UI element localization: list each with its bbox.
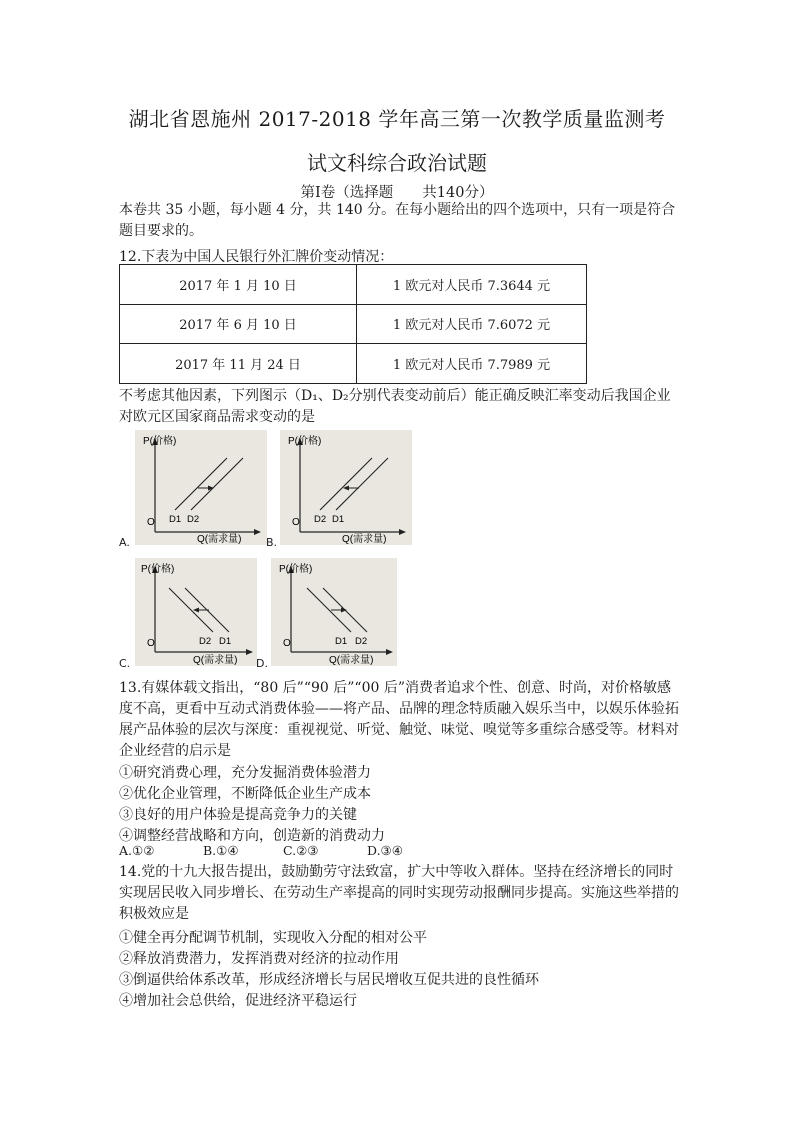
curve-label-second: D2 <box>355 636 368 647</box>
x-axis-label: Q(需求量) <box>197 534 242 545</box>
table-row <box>120 265 587 305</box>
graph-a-svg <box>135 430 267 545</box>
curve-label-second: D1 <box>332 514 345 525</box>
x-axis-label: Q(需求量) <box>193 655 238 666</box>
y-axis-label: P(价格) <box>279 564 313 575</box>
table-row <box>120 304 587 344</box>
demand-curve-second <box>336 458 388 510</box>
arrow-left-icon <box>193 608 199 613</box>
q13-item: ②优化企业管理，不断降低企业生产成本 <box>119 786 371 802</box>
rate-cell: 1 欧元对人民币 7.6072 元 <box>357 304 587 344</box>
curve-label-second: D2 <box>187 514 200 525</box>
exam-title-line1: 湖北省恩施州 2017-2018 学年高三第一次教学质量监测考 <box>128 107 666 131</box>
q13-option-d: D.③④ <box>367 843 403 858</box>
q13-item: ①研究消费心理，充分发掘消费体验潜力 <box>119 765 371 781</box>
graph-c-svg <box>135 558 257 666</box>
q12-stem: 12.下表为中国人民银行外汇牌价变动情况： <box>119 249 394 265</box>
option-c-label: C. <box>119 657 131 670</box>
graph-d <box>271 558 397 666</box>
curve-label-first: D1 <box>169 514 182 525</box>
origin-label: O <box>292 517 300 528</box>
q13-stem: 13.有媒体载文指出，“80 后”“90 后”“00 后”消费者追求个性、创意、时尚，对价格敏感度不高，更看中互动式消费体验——将产品、品牌的理念特质融入娱乐当中，以娱乐体验拓展产品体验的层次与深度：重视视觉、听觉、触觉、味觉、嗅觉等多重综合感受等。材料对企业经营的启示是 <box>119 680 679 759</box>
graph-c <box>135 558 257 666</box>
option-a-label: A. <box>119 536 130 549</box>
origin-label: O <box>147 517 155 528</box>
q13-options <box>119 843 403 858</box>
x-axis-label: Q(需求量) <box>342 534 387 545</box>
y-axis-label: P(价格) <box>141 564 175 575</box>
graph-d-svg <box>271 558 397 666</box>
curve-label-first: D1 <box>335 636 348 647</box>
rate-cell: 1 欧元对人民币 7.3644 元 <box>357 265 587 305</box>
exchange-rate-table <box>119 264 587 384</box>
graph-b-svg <box>280 430 412 545</box>
option-d-label: D. <box>256 657 268 670</box>
y-axis-label: P(价格) <box>143 436 177 447</box>
table-row <box>120 344 587 384</box>
demand-curve-first <box>320 458 372 510</box>
exam-title-line2: 试文科综合政治试题 <box>307 151 487 175</box>
q14-item: ①健全再分配调节机制，实现收入分配的相对公平 <box>119 930 427 946</box>
demand-curve-first <box>175 458 227 510</box>
curve-label-first: D2 <box>199 636 212 647</box>
instructions: 本卷共 35 小题，每小题 4 分，共 140 分。在每小题给出的四个选项中，只有一项是符合题目要求的。 <box>119 202 676 239</box>
date-cell: 2017 年 11 月 24 日 <box>120 344 357 384</box>
section-heading: 第Ⅰ卷（选择题 共140分） <box>300 185 494 201</box>
q14-stem: 14.党的十九大报告提出，鼓励勤劳守法致富，扩大中等收入群体。坚持在经济增长的同时实现居民收入同步增长、在劳动生产率提高的同时实现劳动报酬同步提高。实施这些举措的积极效应是 <box>119 864 679 922</box>
q13-item: ③良好的用户体验是提高竞争力的关键 <box>119 807 357 823</box>
graph-a <box>135 430 267 545</box>
q13-item: ④调整经营战略和方向，创造新的消费动力 <box>119 828 385 844</box>
x-axis-label: Q(需求量) <box>329 655 374 666</box>
q12-question: 不考虑其他因素，下列图示（D₁、D₂分别代表变动前后）能正确反映汇率变动后我国企业对欧元区国家商品需求变动的是 <box>119 388 671 425</box>
q13-option-b: B.①④ <box>203 843 239 858</box>
origin-label: O <box>147 638 155 649</box>
option-b-label: B. <box>266 536 278 549</box>
curve-label-first: D2 <box>314 514 327 525</box>
q13-option-c: C.②③ <box>283 843 319 858</box>
q13-option-a: A.①② <box>119 843 155 858</box>
q14-item: ④增加社会总供给，促进经济平稳运行 <box>119 993 357 1009</box>
date-cell: 2017 年 1 月 10 日 <box>120 265 357 305</box>
date-cell: 2017 年 6 月 10 日 <box>120 304 357 344</box>
q14-item: ③倒逼供给体系改革，形成经济增长与居民增收互促共进的良性循环 <box>119 972 539 988</box>
demand-curve-second <box>191 458 243 510</box>
rate-cell: 1 欧元对人民币 7.7989 元 <box>357 344 587 384</box>
origin-label: O <box>283 638 291 649</box>
y-axis-label: P(价格) <box>288 436 322 447</box>
graph-b <box>280 430 412 545</box>
q14-item: ②释放消费潜力，发挥消费对经济的拉动作用 <box>119 951 399 967</box>
curve-label-second: D1 <box>219 636 232 647</box>
